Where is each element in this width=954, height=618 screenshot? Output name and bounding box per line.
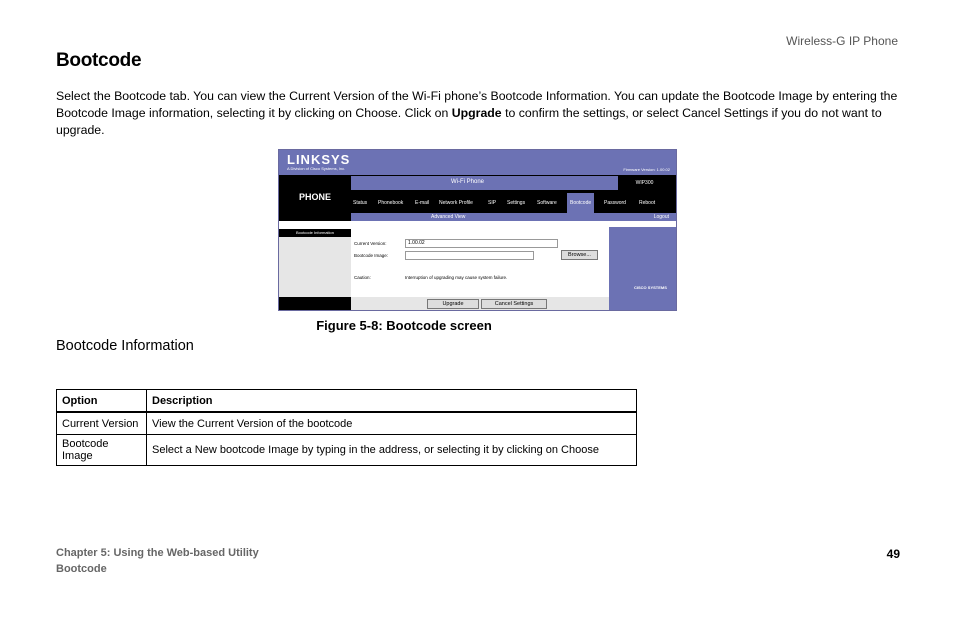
tab-sip[interactable]: SIP: [488, 200, 497, 206]
bootcode-image-input[interactable]: [405, 251, 534, 260]
tab-settings[interactable]: Settings: [507, 200, 526, 206]
table-header-option: Option: [57, 390, 147, 413]
tab-software[interactable]: Software: [537, 200, 557, 206]
table-header-description: Description: [147, 390, 637, 413]
browse-button[interactable]: Browse...: [561, 250, 598, 260]
caution-text: Interruption of upgrading may cause system failure.: [405, 275, 508, 280]
table-cell-description: View the Current Version of the bootcode: [147, 412, 637, 435]
figure-caption: [0, 318, 954, 333]
tab-password[interactable]: Password: [604, 200, 626, 206]
table-cell-option: Current Version: [57, 412, 147, 435]
options-table: [56, 389, 637, 466]
logout-link[interactable]: Logout: [653, 214, 669, 220]
model-number: WIP300: [618, 176, 671, 190]
figure-caption-text: Figure 5-8: Bootcode screen: [316, 318, 492, 333]
intro-paragraph: [56, 88, 901, 139]
bootcode-image-label: Bootcode Image:: [354, 253, 389, 258]
screenshot-nav-area: [279, 175, 677, 221]
screenshot-header: [279, 150, 677, 175]
caution-label: Caution:: [354, 275, 371, 280]
page-number: 49: [886, 547, 900, 561]
section-label: PHONE: [299, 192, 332, 202]
intro-text-after: to confirm the settings, or select Cancel Settings if you do not want to upgrade.: [56, 106, 882, 137]
table-cell-description: Select a New bootcode Image by typing in the address, or selecting it by clicking on Choose: [147, 435, 637, 466]
table-header-row: [57, 390, 637, 413]
table-row: [57, 435, 637, 466]
cancel-settings-button[interactable]: Cancel Settings: [481, 299, 547, 309]
intro-text-before: Select the Bootcode tab. You can view the Current Version of the Wi-Fi phone’s Bootcode Information. You can update the Bootcode Image by entering the Bootcode Image information, selecting it by clicking on Choose. Click on: [56, 89, 898, 120]
table-row: [57, 412, 637, 435]
sidebar-section-label: Bootcode Information: [279, 229, 351, 237]
product-name: Wi-Fi Phone: [451, 179, 485, 185]
bootcode-screenshot: [278, 149, 677, 311]
linksys-logo: LINKSYS: [287, 152, 351, 167]
tab-bar: [351, 193, 677, 213]
product-bar: [351, 176, 671, 190]
linksys-logo-subtitle: A Division of Cisco Systems, Inc.: [287, 166, 346, 171]
tab-reboot[interactable]: Reboot: [639, 200, 656, 206]
current-version-field: 1.00.02: [405, 239, 558, 248]
footer-section: Bootcode: [56, 563, 107, 575]
tab-email[interactable]: E-mail: [415, 200, 430, 206]
sidebar-footer: [279, 297, 351, 311]
button-bar: [351, 297, 609, 311]
page-title: Bootcode: [56, 50, 142, 71]
intro-bold-upgrade: Upgrade: [451, 106, 502, 120]
firmware-version: Firmware Version: 1.00.02: [623, 167, 670, 172]
tab-bootcode[interactable]: Bootcode: [567, 193, 594, 213]
current-version-label: Current Version:: [354, 241, 387, 246]
tab-network-profile[interactable]: Network Profile: [439, 200, 473, 206]
header-product-name: Wireless-G IP Phone: [786, 34, 898, 48]
table-cell-option: Bootcode Image: [57, 435, 147, 466]
section-subheading: Bootcode Information: [56, 338, 194, 354]
subtab-bar: [351, 213, 677, 221]
tab-status[interactable]: Status: [353, 200, 368, 206]
upgrade-button[interactable]: Upgrade: [427, 299, 479, 309]
cisco-logo: CISCO SYSTEMS: [634, 285, 667, 290]
right-panel: [609, 227, 677, 311]
sidebar-background: [279, 237, 351, 297]
tab-phonebook[interactable]: Phonebook: [378, 200, 404, 206]
footer-chapter: Chapter 5: Using the Web-based Utility: [56, 547, 259, 559]
subtab-advanced-view[interactable]: Advanced View: [431, 214, 466, 220]
